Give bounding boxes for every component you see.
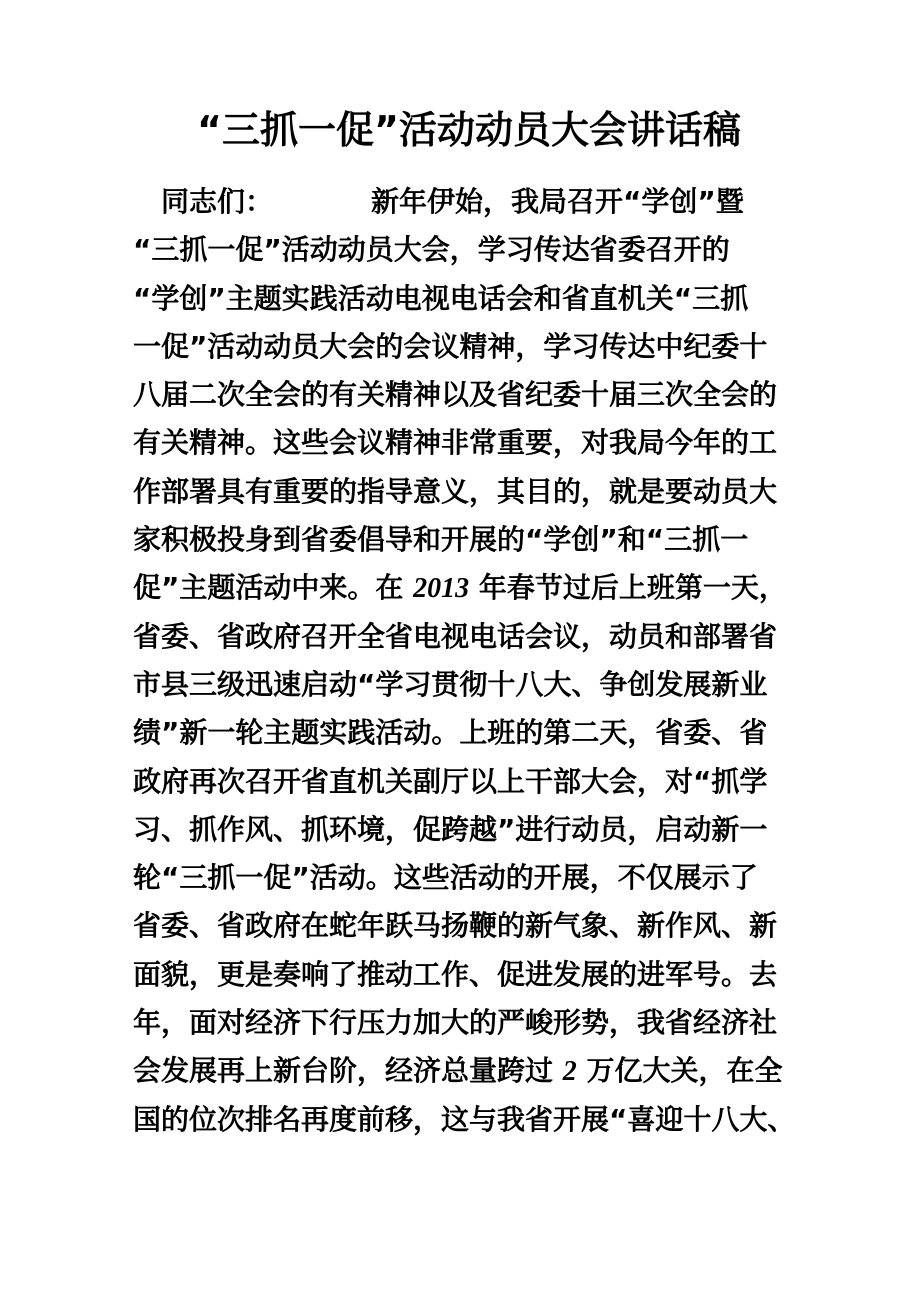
text-line: 家积极投身到省委倡导和开展的“学创”和“三抓一: [133, 523, 749, 557]
text-line: 八届二次全会的有关精神以及省纪委十届三次全会的: [133, 378, 778, 412]
document-title: “三抓一促”活动动员大会讲话稿: [197, 108, 741, 152]
document-body: [133, 178, 800, 1144]
text-line: 省委、省政府召开全省电视电话会议，动员和部署省: [133, 619, 778, 653]
text-line: 绩”新一轮主题实践活动。上班的第二天，省委、省: [133, 716, 768, 750]
text-line: “三抓一促”活动动员大会，学习传达省委召开的: [133, 233, 730, 267]
latin-numeral: 2013: [413, 573, 470, 605]
text-line: 面貌，更是奏响了推动工作、促进发展的进军号。去: [133, 957, 778, 991]
text-line: 年，面对经济下行压力加大的严峻形势，我省经济社: [133, 1006, 778, 1040]
text-line: 省委、省政府在蛇年跃马扬鞭的新气象、新作风、新: [133, 909, 778, 943]
text-line: 一促”活动动员大会的会议精神，学习传达中纪委十: [133, 329, 768, 363]
text-line: 轮“三抓一促”活动。这些活动的开展，不仅展示了: [133, 861, 758, 895]
text-line: 同志们： 新年伊始，我局召开“学创”暨: [133, 185, 744, 218]
text-line: 市县三级迅速启动“学习贯彻十八大、争创发展新业: [133, 667, 768, 701]
text-line: 有关精神。这些会议精神非常重要，对我局今年的工: [133, 426, 778, 460]
text-line: 习、抓作风、抓环境，促跨越”进行动员，启动新一: [133, 812, 768, 846]
latin-numeral: 2: [562, 1056, 577, 1088]
text-line: 作部署具有重要的指导意义，其目的，就是要动员大: [133, 474, 778, 508]
text-line: 促”主题活动中来。在 2013 年春节过后上班第一天，: [133, 571, 787, 605]
text-line: 会发展再上新台阶，经济总量跨过 2 万亿大关，在全: [133, 1054, 783, 1088]
text-line: 国的位次排名再度前移，这与我省开展“喜迎十八大、: [133, 1102, 796, 1136]
text-line: 政府再次召开省直机关副厅以上干部大会，对“抓学: [133, 764, 768, 798]
text-line: “学创”主题实践活动电视电话会和省直机关“三抓: [133, 281, 749, 315]
